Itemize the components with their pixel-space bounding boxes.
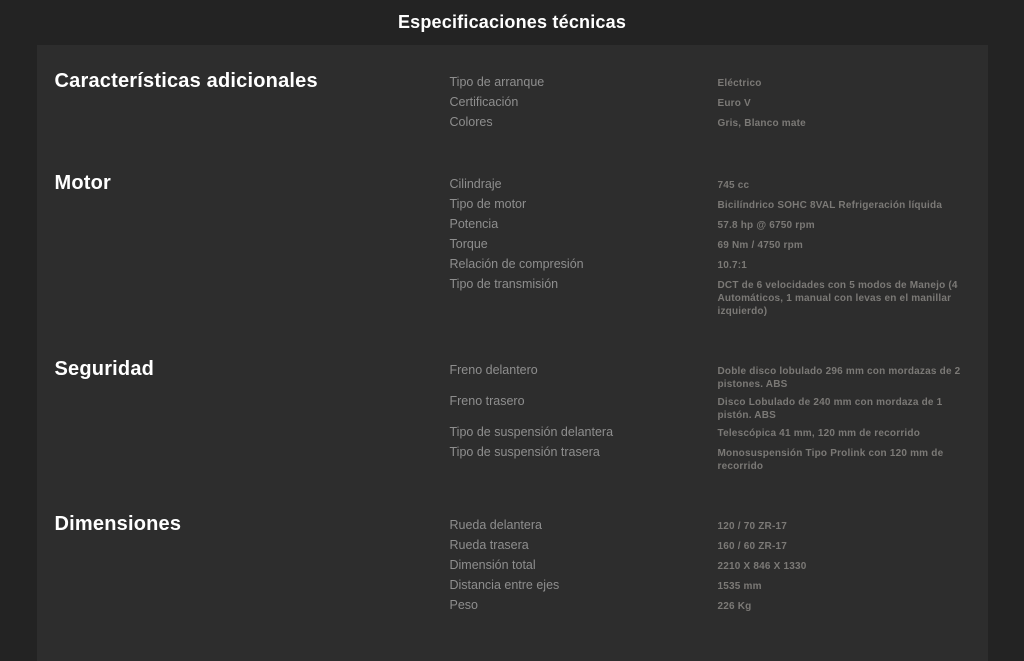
spec-label: Relación de compresión (449, 257, 584, 271)
spec-value: 745 cc (717, 180, 750, 191)
spec-label: Freno delantero (449, 363, 538, 377)
spec-value: Monosuspensión Tipo Prolink con 120 mm de recorrido (717, 448, 944, 472)
spec-label: Torque (449, 237, 488, 251)
spec-value: 69 Nm / 4750 rpm (717, 240, 803, 251)
spec-label: Potencia (449, 217, 499, 231)
spec-label: Colores (449, 115, 493, 129)
spec-value: Telescópica 41 mm, 120 mm de recorrido (717, 428, 921, 439)
spec-value: Bicilíndrico SOHC 8VAL Refrigeración líquida (717, 200, 943, 211)
spec-label: Tipo de transmisión (449, 277, 559, 291)
spec-label: Tipo de arranque (449, 75, 545, 89)
spec-row (450, 72, 972, 92)
spec-row (450, 515, 972, 535)
spec-row (450, 234, 972, 254)
spec-label: Cilindraje (449, 177, 502, 191)
spec-label: Tipo de suspensión delantera (449, 425, 614, 439)
spec-row (450, 595, 972, 615)
spec-value: 2210 X 846 X 1330 (717, 561, 807, 572)
spec-rows (450, 70, 972, 132)
spec-label: Rueda trasera (449, 538, 529, 552)
spec-panel (37, 45, 988, 661)
spec-row (450, 360, 972, 391)
spec-label: Peso (449, 598, 478, 612)
spec-value: Doble disco lobulado 296 mm con mordazas de 2 pistones. ABS (717, 366, 961, 390)
spec-sections (37, 50, 988, 635)
spec-section-motor (37, 152, 988, 338)
spec-value: DCT de 6 velocidades con 5 modos de Manejo (4 Automáticos, 1 manual con levas en el manillar izquierdo) (717, 280, 958, 317)
spec-rows (450, 358, 972, 473)
section-title: Dimensiones (54, 513, 182, 535)
spec-value: Eléctrico (717, 78, 762, 89)
spec-value: Disco Lobulado de 240 mm con mordaza de 1 pistón. ABS (717, 397, 943, 421)
spec-value: 1535 mm (717, 581, 762, 592)
spec-value: 160 / 60 ZR-17 (717, 541, 788, 552)
spec-value: Gris, Blanco mate (717, 118, 806, 129)
spec-label: Tipo de suspensión trasera (449, 445, 600, 459)
page-header (0, 0, 1024, 45)
spec-row (450, 92, 972, 112)
spec-rows (450, 513, 972, 615)
spec-section-caracteristicas-adicionales (37, 50, 988, 152)
spec-row (450, 422, 972, 442)
spec-row (450, 442, 972, 473)
spec-label: Certificación (449, 95, 519, 109)
section-title: Características adicionales (54, 70, 318, 92)
section-title: Motor (54, 172, 112, 194)
spec-value: Euro V (717, 98, 751, 109)
spec-value: 57.8 hp @ 6750 rpm (717, 220, 815, 231)
spec-section-dimensiones (37, 493, 988, 635)
page-title: Especificaciones técnicas (397, 12, 627, 32)
spec-row (450, 535, 972, 555)
spec-row (450, 214, 972, 234)
spec-label: Rueda delantera (449, 518, 542, 532)
spec-row (450, 274, 972, 318)
section-title: Seguridad (54, 358, 155, 380)
spec-value: 120 / 70 ZR-17 (717, 521, 788, 532)
spec-row (450, 254, 972, 274)
spec-row (450, 194, 972, 214)
spec-label: Tipo de motor (449, 197, 527, 211)
spec-row (450, 174, 972, 194)
spec-value: 10.7:1 (717, 260, 748, 271)
spec-row (450, 575, 972, 595)
spec-rows (450, 172, 972, 318)
spec-label: Distancia entre ejes (449, 578, 560, 592)
spec-row (450, 391, 972, 422)
spec-label: Freno trasero (449, 394, 525, 408)
spec-label: Dimensión total (449, 558, 536, 572)
spec-section-seguridad (37, 338, 988, 493)
spec-value: 226 Kg (717, 601, 752, 612)
spec-row (450, 112, 972, 132)
spec-row (450, 555, 972, 575)
